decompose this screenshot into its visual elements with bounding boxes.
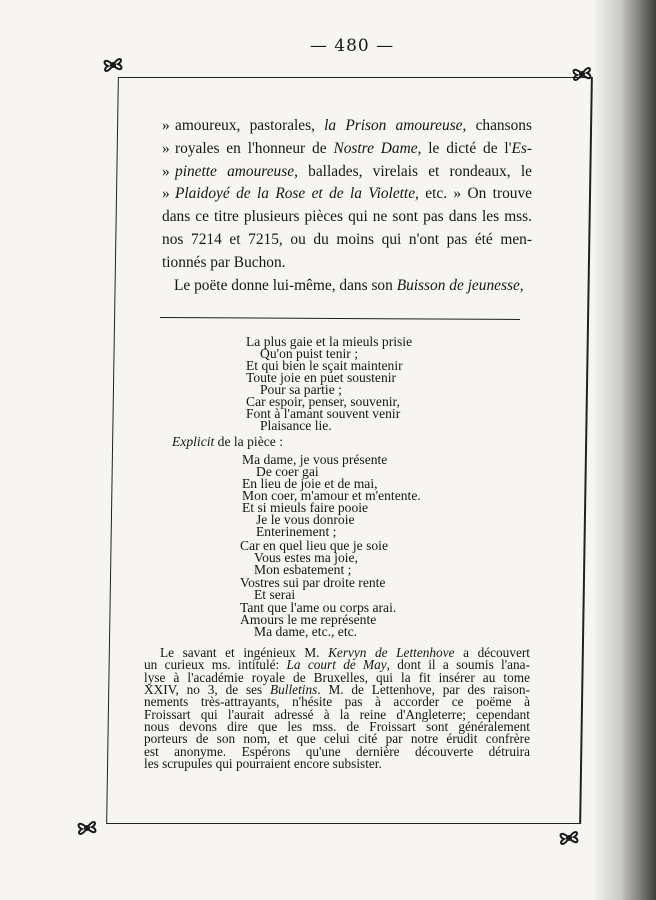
text-line: tionnés par Buchon. [162, 253, 286, 271]
poem-line: Toute joie en puet soustenir [246, 370, 397, 385]
text-line: est anonyme. Espérons qu'une dernière découverte détruira [144, 743, 530, 759]
poem-line: Et qui bien le sçait maintenir [246, 358, 403, 373]
poem-line: Tant que l'ame ou corps arai. [240, 600, 397, 615]
poem-line: Vous estes ma joie, [254, 550, 358, 565]
text-line: Le savant et ingénieux M. Kervyn de Lettenhove a découvert [160, 645, 530, 660]
poem-line: Mon coer, m'amour et m'entente. [242, 488, 421, 503]
text-line: » royales en l'honneur de Nostre Dame, le dicté de l'Es- [162, 138, 532, 161]
poem-line: Car espoir, penser, souvenir, [246, 394, 400, 409]
poem-line: Font à l'amant souvent venir [246, 406, 401, 421]
poem-line: Qu'on puist tenir ; [260, 346, 358, 361]
corner-ornament-icon [556, 825, 582, 851]
quote-mark: » [162, 162, 170, 180]
text-line: Froissart qui l'aurait adressé à la reine d'Angleterre; cependant [144, 706, 530, 722]
poem-line: Amours le me représente [240, 612, 377, 627]
text-line: » pinette amoureuse, ballades, virelais et rondeaux, le [162, 161, 532, 184]
poem-line: Enterinement ; [256, 524, 337, 539]
text-line: nous devons dire que les mss. de Froissart sont généralement [144, 719, 530, 735]
text-line: lyse à l'académie royale de Bruxelles, qui la fit insérer au tome [144, 669, 530, 685]
text-line: un curieux ms. intitulé: La court de May, dont il a soumis l'ana- [144, 657, 531, 673]
text-line: les scrupules qui pourraient encore subsister. [144, 756, 382, 772]
poem-line: Car en quel lieu que je soie [240, 538, 388, 553]
poem-line: Et si mieuls faire pooie [242, 500, 369, 515]
upper-text-block [162, 115, 532, 297]
poem-line: Je le vous donroie [256, 512, 355, 527]
text-line: Le poëte donne lui-même, dans son Buisson de jeunesse, [174, 276, 524, 294]
text-line: » Plaidoyé de la Rose et de la Violette, etc. » On trouve [162, 183, 532, 206]
quote-mark: » [162, 117, 170, 134]
poem-line: De coer gai [256, 464, 319, 479]
text-line: XXIV, no 3, de ses Bulletins. M. de Lettenhove, par des raison- [144, 682, 530, 698]
text-line: nos 7214 et 7215, ou du moins qui n'ont pas été men- [162, 230, 532, 248]
page-number: — 480 — [309, 36, 395, 56]
poem-line: Et serai [254, 587, 296, 602]
text-line: » amoureux, pastorales, la Prison amoureuse, chansons [162, 115, 532, 138]
page-gutter-shadow [592, 0, 656, 900]
poem-line: Pour sa partie ; [260, 382, 342, 397]
prose-block [144, 647, 530, 770]
text-line: dans ce titre plusieurs pièces qui ne sont pas dans les mss. [162, 208, 532, 226]
corner-ornament-icon [100, 52, 126, 78]
poem-line: Vostres sui par droite rente [240, 575, 386, 590]
poem-line: Plaisance lie. [260, 418, 332, 433]
corner-ornament-icon [569, 61, 595, 87]
poem-line: La plus gaie et la mieuls prisie [246, 334, 413, 349]
explicit-line: Explicit de la pièce : [172, 434, 283, 449]
quote-mark: » [162, 139, 170, 157]
poem-line: Ma dame, je vous présente [242, 452, 388, 467]
poem-line: Mon esbatement ; [254, 562, 352, 577]
text-line: porteurs de son nom, et que celui cité par notre érudit confrère [144, 731, 530, 747]
corner-ornament-icon [74, 815, 100, 841]
poem-line: En lieu de joie et de mai, [242, 476, 378, 491]
text-line: nements très-attrayants, n'hésite pas à accorder ce poëme à [144, 694, 530, 710]
poem-line: Ma dame, etc., etc. [254, 624, 358, 639]
quote-mark: » [162, 185, 170, 203]
